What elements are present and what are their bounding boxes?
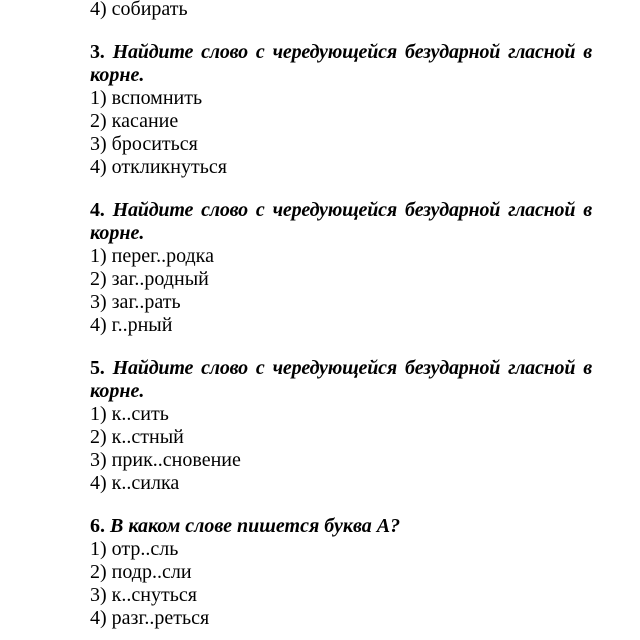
question-4-prompt-line-1 — [90, 199, 592, 222]
question-4-option-3: 3) заг..рать — [90, 291, 181, 313]
question-3-prompt-text: Найдите слово с чередующейся безударной гласной в — [112, 41, 592, 63]
question-5-prompt-line-1 — [90, 357, 592, 380]
question-3-prompt-line-2: корне. — [90, 64, 145, 86]
question-5-number: 5. — [90, 357, 105, 379]
question-5-option-1: 1) к..сить — [90, 403, 169, 425]
question-6-option-2: 2) подр..сли — [90, 561, 192, 583]
document-page — [90, 0, 592, 630]
question-6-option-3: 3) к..снуться — [90, 584, 197, 606]
question-4-option-1: 1) перег..родка — [90, 245, 214, 267]
question-6-option-1: 1) отр..сль — [90, 538, 179, 560]
question-5-prompt-line-2: корне. — [90, 380, 145, 402]
question-4-number: 4. — [90, 199, 105, 221]
question-5-option-3: 3) прик..сновение — [90, 449, 241, 471]
question-3-option-4: 4) откликнуться — [90, 156, 227, 178]
question-3-number: 3. — [90, 41, 105, 63]
question-3-option-1: 1) вспомнить — [90, 87, 203, 109]
question-4-option-4: 4) г..рный — [90, 314, 173, 336]
question-5-option-4: 4) к..силка — [90, 472, 180, 494]
question-3-option-3: 3) броситься — [90, 133, 198, 155]
question-block-5 — [90, 357, 592, 495]
question-4-option-2: 2) заг..родный — [90, 268, 209, 290]
question-4-prompt-line-2: корне. — [90, 222, 145, 244]
question-6-option-4: 4) разг..реться — [90, 607, 210, 629]
question-5-option-2: 2) к..стный — [90, 426, 184, 448]
leading-answer-option: 4) собирать — [90, 0, 188, 20]
question-6-prompt-line-1 — [90, 515, 592, 538]
question-3-option-2: 2) касание — [90, 110, 179, 132]
question-3-prompt-line-1 — [90, 41, 592, 64]
question-4-prompt-text: Найдите слово с чередующейся безударной гласной в — [112, 199, 592, 221]
question-block-4 — [90, 199, 592, 337]
question-block-6 — [90, 515, 592, 630]
question-6-prompt-text: В каком слове пишется буква А? — [110, 515, 401, 537]
question-5-prompt-text: Найдите слово с чередующейся безударной гласной в — [112, 357, 592, 379]
question-block-3 — [90, 41, 592, 179]
question-6-number: 6. — [90, 515, 105, 537]
